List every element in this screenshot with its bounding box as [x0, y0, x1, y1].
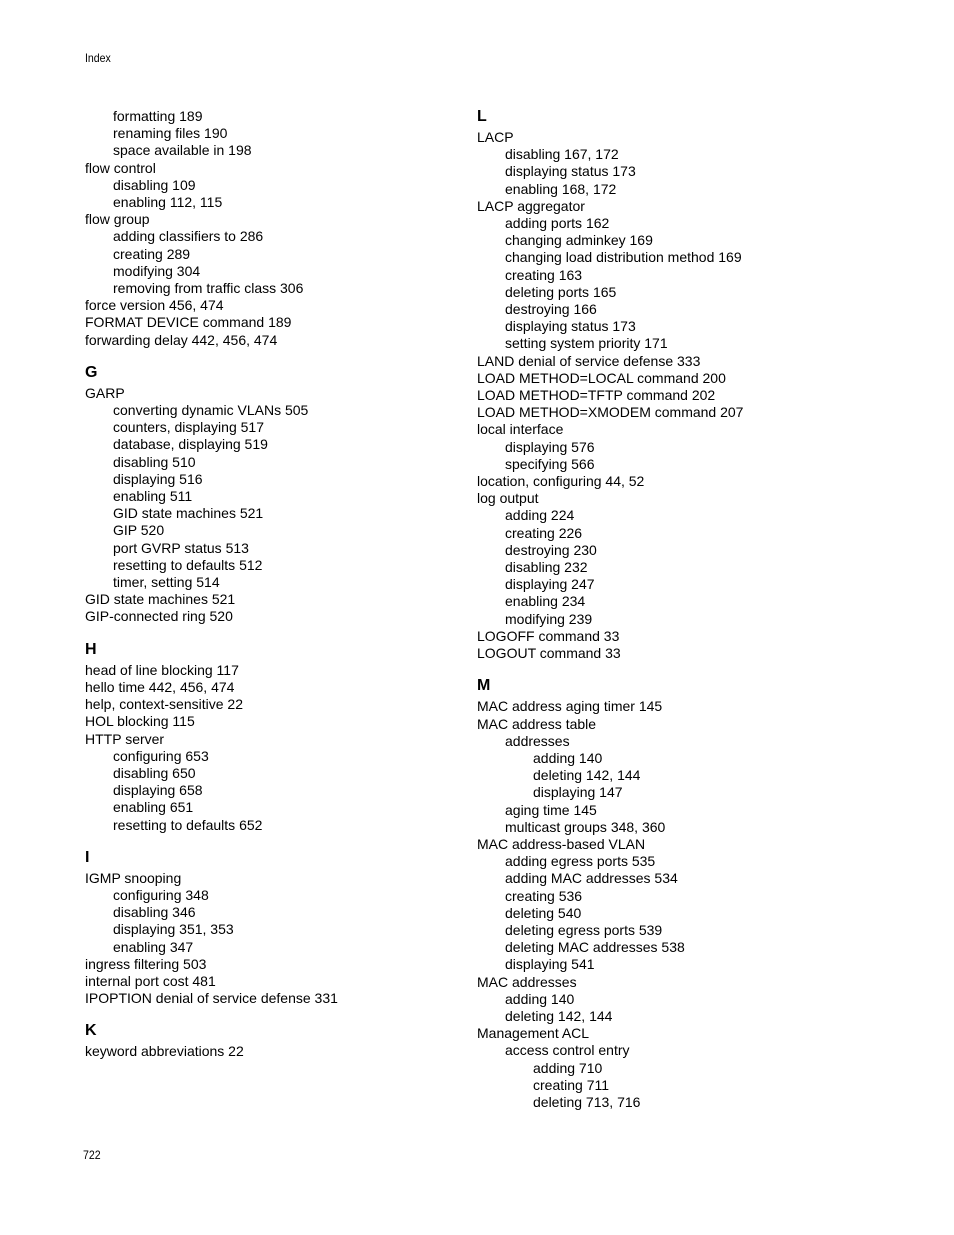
- index-subentry: adding 224: [505, 507, 575, 524]
- page-number: 722: [83, 1148, 101, 1162]
- index-subentry: space available in 198: [113, 142, 252, 159]
- section-letter: L: [477, 108, 487, 125]
- index-entry: IPOPTION denial of service defense 331: [85, 990, 338, 1007]
- index-subentry: creating 163: [505, 266, 583, 283]
- index-subentry: adding 140: [505, 990, 575, 1007]
- index-entry: internal port cost 481: [85, 972, 216, 989]
- index-subentry: creating 289: [113, 245, 191, 262]
- index-subentry: converting dynamic VLANs 505: [113, 402, 309, 419]
- index-section: [477, 108, 877, 662]
- index-entry: FORMAT DEVICE command 189: [85, 314, 292, 331]
- index-subentry: displaying 351, 353: [113, 921, 234, 938]
- index-subentry: deleting ports 165: [505, 283, 617, 300]
- index-column-left: [85, 108, 465, 1061]
- index-subentry: resetting to defaults 652: [113, 816, 263, 833]
- index-subentry: displaying status 173: [505, 163, 636, 180]
- index-entry: MAC address-based VLAN: [477, 835, 646, 852]
- index-subentry: database, displaying 519: [113, 436, 268, 453]
- index-subentry: GIP 520: [113, 522, 165, 539]
- index-subentry: enabling 112, 115: [113, 194, 223, 211]
- index-subentry: configuring 653: [113, 747, 209, 764]
- index-entry: local interface: [477, 421, 564, 438]
- index-subentry: deleting 540: [505, 904, 582, 921]
- index-subentry: deleting 713, 716: [533, 1093, 641, 1110]
- index-subentry: counters, displaying 517: [113, 419, 264, 436]
- index-section: [85, 364, 465, 626]
- index-subentry: changing adminkey 169: [505, 232, 653, 249]
- index-subentry: addresses: [505, 732, 570, 749]
- index-subentry: destroying 166: [505, 301, 597, 318]
- index-subentry: adding ports 162: [505, 215, 610, 232]
- index-subentry: creating 711: [533, 1076, 610, 1093]
- index-entry: LOAD METHOD=XMODEM command 207: [477, 404, 744, 421]
- index-entry: flow group: [85, 211, 150, 228]
- index-section: [85, 1022, 465, 1060]
- index-subentry: displaying 658: [113, 782, 203, 799]
- index-entry: GARP: [85, 384, 125, 401]
- index-subentry: setting system priority 171: [505, 335, 668, 352]
- index-entry: LOGOUT command 33: [477, 645, 621, 662]
- section-letter: G: [85, 363, 98, 381]
- index-entry: MAC address table: [477, 715, 597, 732]
- section-letter: K: [85, 1022, 97, 1040]
- index-entry: ingress filtering 503: [85, 955, 207, 972]
- index-subentry: adding 140: [533, 749, 603, 766]
- index-subentry: destroying 230: [505, 541, 597, 558]
- index-section: [85, 641, 465, 834]
- index-subentry: displaying status 173: [505, 318, 636, 335]
- index-subentry: adding classifiers to 286: [113, 228, 264, 245]
- index-entry: location, configuring 44, 52: [477, 473, 645, 490]
- index-entry: LACP: [477, 129, 514, 145]
- index-subentry: modifying 239: [505, 610, 593, 627]
- index-entry: hello time 442, 456, 474: [85, 678, 235, 695]
- index-subentry: specifying 566: [505, 455, 595, 472]
- index-entry: IGMP snooping: [85, 869, 182, 886]
- index-subentry: displaying 516: [113, 470, 203, 487]
- index-subentry: enabling 347: [113, 938, 194, 955]
- index-subentry: modifying 304: [113, 262, 201, 279]
- index-subentry: resetting to defaults 512: [113, 556, 263, 573]
- index-subentry: disabling 510: [113, 453, 196, 470]
- index-subentry: displaying 147: [533, 784, 623, 801]
- index-subentry: aging time 145: [505, 801, 597, 818]
- index-subentry: enabling 651: [113, 799, 194, 816]
- index-subentry: removing from traffic class 306: [113, 280, 304, 297]
- index-subentry: port GVRP status 513: [113, 539, 249, 556]
- section-letter: M: [477, 677, 491, 695]
- index-column-right: [477, 108, 877, 1111]
- index-subentry: adding MAC addresses 534: [505, 870, 678, 887]
- index-entry: HTTP server: [85, 730, 165, 747]
- index-section: [477, 677, 877, 1111]
- index-entry: LACP aggregator: [477, 197, 585, 214]
- index-subentry: access control entry: [505, 1042, 630, 1059]
- index-entry: Management ACL: [477, 1025, 590, 1042]
- index-subentry: deleting 142, 144: [533, 767, 641, 784]
- index-subentry: creating 536: [505, 887, 583, 904]
- index-subentry: disabling 650: [113, 764, 196, 781]
- section-letter: I: [85, 848, 90, 866]
- index-subentry: renaming files 190: [113, 125, 228, 142]
- index-subentry: adding egress ports 535: [505, 853, 656, 870]
- index-subentry: changing load distribution method 169: [505, 249, 742, 266]
- index-subentry: deleting 142, 144: [505, 1007, 613, 1024]
- index-entry: help, context-sensitive 22: [85, 696, 243, 713]
- index-entry: log output: [477, 490, 539, 507]
- index-entry: flow control: [85, 159, 156, 176]
- index-subentry: adding 710: [533, 1059, 603, 1076]
- index-subentry: deleting egress ports 539: [505, 921, 663, 938]
- index-entry: GID state machines 521: [85, 591, 236, 608]
- index-subentry: displaying 541: [505, 956, 595, 973]
- index-entry: LOAD METHOD=LOCAL command 200: [477, 369, 726, 386]
- index-subentry: timer, setting 514: [113, 574, 220, 591]
- index-entry: head of line blocking 117: [85, 661, 239, 678]
- index-subentry: configuring 348: [113, 886, 209, 903]
- page-header: Index: [85, 51, 111, 65]
- index-subentry: disabling 109: [113, 176, 196, 193]
- index-entry: force version 456, 474: [85, 297, 224, 314]
- index-subentry: formatting 189: [113, 108, 203, 124]
- index-subentry: disabling 346: [113, 904, 196, 921]
- index-entry: MAC address aging timer 145: [477, 698, 663, 715]
- index-subentry: displaying 247: [505, 576, 595, 593]
- index-subentry: enabling 168, 172: [505, 180, 617, 197]
- index-entry: LOGOFF command 33: [477, 627, 620, 644]
- index-entry: MAC addresses: [477, 973, 577, 990]
- index-entry: GIP-connected ring 520: [85, 608, 233, 625]
- index-entry: LOAD METHOD=TFTP command 202: [477, 387, 716, 404]
- index-subentry: enabling 234: [505, 593, 586, 610]
- index-section: [85, 849, 465, 1008]
- index-subentry: creating 226: [505, 524, 583, 541]
- index-subentry: enabling 511: [113, 488, 193, 505]
- section-letter: H: [85, 640, 97, 658]
- index-subentry: deleting MAC addresses 538: [505, 939, 685, 956]
- index-subentry: multicast groups 348, 360: [505, 818, 666, 835]
- index-subentry: GID state machines 521: [113, 505, 264, 522]
- index-subentry: disabling 232: [505, 559, 588, 576]
- index-subentry: disabling 167, 172: [505, 146, 619, 163]
- index-entry: LAND denial of service defense 333: [477, 352, 701, 369]
- index-section: [85, 108, 465, 349]
- index-entry: keyword abbreviations 22: [85, 1043, 244, 1060]
- index-subentry: displaying 576: [505, 438, 595, 455]
- index-entry: HOL blocking 115: [85, 713, 195, 730]
- index-entry: forwarding delay 442, 456, 474: [85, 331, 278, 348]
